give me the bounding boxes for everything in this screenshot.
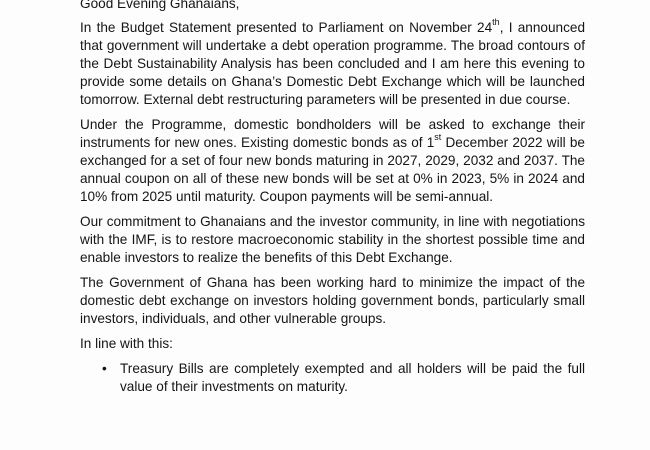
paragraph-budget-statement-part-a: In the Budget Statement presented to Parliament on November 24 bbox=[80, 20, 493, 35]
ordinal-suffix-th: th bbox=[492, 17, 500, 28]
paragraph-budget-statement-part-b: , I announced that government will undertake a debt operation programme. The broad contours of the Debt Sustainability Analysis has been concluded and I am here this evening to provide some details on Ghana’s Domestic Debt Exchange which will be launched tomorrow. External debt restructuring parameters will be presented in due course. bbox=[80, 20, 585, 107]
bullet-icon: • bbox=[102, 361, 107, 376]
ordinal-suffix-st: st bbox=[434, 132, 442, 143]
paragraph-programme-part-b: December 2022 will be exchanged for a set of four new bonds maturing in 2027, 2029, 2032 and 2037. The annual coupon on all of these new bonds will be set at 0% in 2023, 5% in 2024 and 10% from 2025 until maturity. Coupon payments will be semi-annual. bbox=[80, 135, 585, 204]
paragraph-programme bbox=[80, 116, 585, 206]
list-item bbox=[80, 360, 585, 396]
paragraph-commitment-text: Our commitment to Ghanaians and the investor community, in line with negotiations with the IMF, is to restore macroeconomic stability in the shortest possible time and enable investors to realize the benefits of this Debt Exchange. bbox=[80, 214, 585, 265]
paragraph-government-effort-text: The Government of Ghana has been working hard to minimize the impact of the domestic debt exchange on investors holding government bonds, particularly small investors, individuals, and other vulnerable groups. bbox=[80, 275, 585, 326]
greeting bbox=[80, 0, 585, 13]
paragraph-budget-statement bbox=[80, 19, 585, 109]
greeting-text: Good Evening Ghanaians, bbox=[80, 0, 240, 11]
paragraph-in-line-text: In line with this: bbox=[80, 336, 173, 351]
paragraph-government-effort bbox=[80, 274, 585, 328]
list-item-text: Treasury Bills are completely exempted and all holders will be paid the full value of their investments on maturity. bbox=[120, 361, 585, 394]
bullet-list bbox=[80, 360, 585, 396]
paragraph-programme-part-a: Under the Programme, domestic bondholders will be asked to exchange their instruments for new ones. Existing domestic bonds as of 1 bbox=[80, 117, 585, 150]
paragraph-in-line bbox=[80, 335, 585, 353]
paragraph-commitment bbox=[80, 213, 585, 267]
speech-text bbox=[80, 0, 585, 396]
